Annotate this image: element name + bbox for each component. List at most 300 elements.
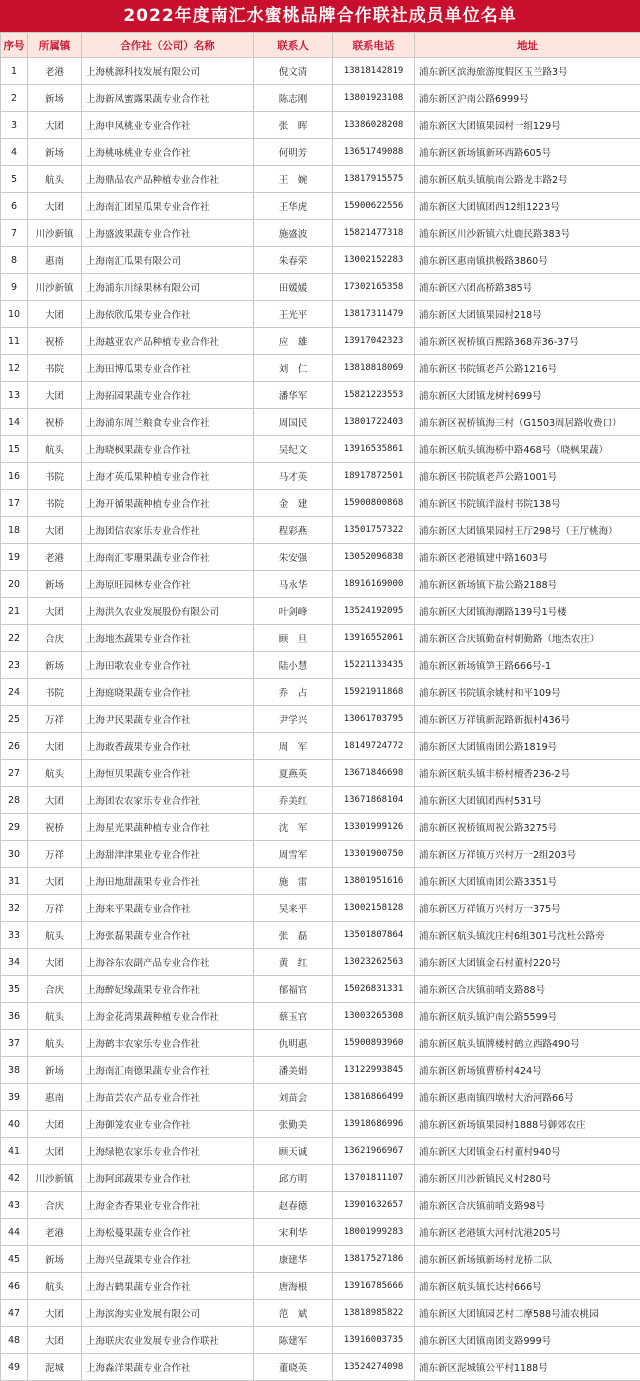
row-contact: 张 磊 (254, 922, 333, 949)
row-phone: 13916552061 (333, 625, 415, 652)
row-address: 浦东新区惠南镇四墩村大治河路66号 (415, 1084, 640, 1111)
header-contact: 联系人 (254, 33, 333, 58)
row-contact: 王华虎 (254, 193, 333, 220)
row-company-name: 上海庭晓果蔬专业合作社 (82, 679, 254, 706)
header-address: 地址 (415, 33, 640, 58)
row-address: 浦东新区万祥镇新泥路新振村436号 (415, 706, 640, 733)
row-address: 浦东新区大团镇南团公路1819号 (415, 733, 640, 760)
row-town: 大团 (28, 868, 82, 895)
row-phone: 13801923108 (333, 85, 415, 112)
row-phone: 13917042323 (333, 328, 415, 355)
row-company-name: 上海恒贝果蔬专业合作社 (82, 760, 254, 787)
row-phone: 13818985822 (333, 1300, 415, 1327)
row-phone: 15921911868 (333, 679, 415, 706)
row-town: 川沙新镇 (28, 1165, 82, 1192)
row-phone: 13524192095 (333, 598, 415, 625)
row-phone: 13002152283 (333, 247, 415, 274)
row-phone: 13817527186 (333, 1246, 415, 1273)
row-contact: 金 建 (254, 490, 333, 517)
row-phone: 15821223553 (333, 382, 415, 409)
row-address: 浦东新区滨海旅游度假区玉兰路3号 (415, 58, 640, 85)
row-town: 祝桥 (28, 328, 82, 355)
row-company-name: 上海甜津津果业专业合作社 (82, 841, 254, 868)
row-town: 航头 (28, 922, 82, 949)
row-phone: 13801951616 (333, 868, 415, 895)
row-town: 大团 (28, 301, 82, 328)
row-phone: 13023262563 (333, 949, 415, 976)
row-town: 新场 (28, 1246, 82, 1273)
table-row (1, 787, 640, 814)
row-contact: 倪文清 (254, 58, 333, 85)
row-number: 16 (1, 463, 28, 490)
row-phone: 15900893960 (333, 1030, 415, 1057)
row-address: 浦东新区新场镇笋王路666号-1 (415, 652, 640, 679)
row-company-name: 上海申凤桃业专业合作社 (82, 112, 254, 139)
row-address: 浦东新区新场镇新场村龙桥二队 (415, 1246, 640, 1273)
table-row (1, 112, 640, 139)
row-company-name: 上海阿邱蔬果专业合作社 (82, 1165, 254, 1192)
row-number: 48 (1, 1327, 28, 1354)
row-company-name: 上海地杰蔬果专业合作社 (82, 625, 254, 652)
row-town: 大团 (28, 193, 82, 220)
row-phone: 13651749088 (333, 139, 415, 166)
row-contact: 应 雄 (254, 328, 333, 355)
header-town: 所属镇 (28, 33, 82, 58)
row-address: 浦东新区老港镇建中路1603号 (415, 544, 640, 571)
row-number: 22 (1, 625, 28, 652)
row-address: 浦东新区老港镇大河村沈港205号 (415, 1219, 640, 1246)
row-contact: 郁福官 (254, 976, 333, 1003)
row-number: 32 (1, 895, 28, 922)
table-row (1, 139, 640, 166)
table-row (1, 490, 640, 517)
row-phone: 13524274098 (333, 1354, 415, 1381)
row-town: 老港 (28, 544, 82, 571)
table-row (1, 328, 640, 355)
row-number: 27 (1, 760, 28, 787)
row-company-name: 上海盛波果蔬专业合作社 (82, 220, 254, 247)
row-phone: 13817311479 (333, 301, 415, 328)
row-contact: 周 军 (254, 733, 333, 760)
row-number: 36 (1, 1003, 28, 1030)
row-company-name: 上海田地甜蔬果专业合作社 (82, 868, 254, 895)
row-number: 4 (1, 139, 28, 166)
row-number: 42 (1, 1165, 28, 1192)
row-number: 7 (1, 220, 28, 247)
row-address: 浦东新区航头镇长达村666号 (415, 1273, 640, 1300)
row-contact: 施 雷 (254, 868, 333, 895)
header-company: 合作社（公司）名称 (82, 33, 254, 58)
table-row (1, 409, 640, 436)
row-town: 航头 (28, 1003, 82, 1030)
table-row (1, 1165, 640, 1192)
row-phone: 13818818069 (333, 355, 415, 382)
row-address: 浦东新区大团镇园艺村二摩588号浦农桃园 (415, 1300, 640, 1327)
row-phone: 13901632657 (333, 1192, 415, 1219)
table-row (1, 85, 640, 112)
row-number: 37 (1, 1030, 28, 1057)
row-number: 39 (1, 1084, 28, 1111)
row-town: 航头 (28, 166, 82, 193)
row-town: 大团 (28, 1300, 82, 1327)
row-town: 合庆 (28, 1192, 82, 1219)
row-address: 浦东新区六团高桥路385号 (415, 274, 640, 301)
table-row (1, 1219, 640, 1246)
row-contact: 陈志刚 (254, 85, 333, 112)
row-address: 浦东新区新场镇下盐公路2188号 (415, 571, 640, 598)
row-company-name: 上海滨海实业发展有限公司 (82, 1300, 254, 1327)
row-number: 9 (1, 274, 28, 301)
table-row (1, 814, 640, 841)
row-contact: 王 婉 (254, 166, 333, 193)
row-number: 14 (1, 409, 28, 436)
row-company-name: 上海田歌农业专业合作社 (82, 652, 254, 679)
row-contact: 顾 旦 (254, 625, 333, 652)
row-contact: 潘华军 (254, 382, 333, 409)
row-town: 万祥 (28, 706, 82, 733)
row-address: 浦东新区大团镇海潮路139号1号楼 (415, 598, 640, 625)
row-company-name: 上海团农农家乐专业合作社 (82, 787, 254, 814)
table-row (1, 598, 640, 625)
row-address: 浦东新区大团镇金石村董村940号 (415, 1138, 640, 1165)
row-address: 浦东新区祝桥镇海三村（G1503周居路收费口） (415, 409, 640, 436)
row-phone: 15900800868 (333, 490, 415, 517)
table-row (1, 1246, 640, 1273)
table-row (1, 1084, 640, 1111)
row-number: 38 (1, 1057, 28, 1084)
row-address: 浦东新区航头镇航南公路龙丰路2号 (415, 166, 640, 193)
row-address: 浦东新区合庆镇前哨支路98号 (415, 1192, 640, 1219)
row-town: 川沙新镇 (28, 274, 82, 301)
row-contact: 黄 红 (254, 949, 333, 976)
row-contact: 刘苗会 (254, 1084, 333, 1111)
row-town: 航头 (28, 1030, 82, 1057)
row-company-name: 上海南汇团星瓜果专业合作社 (82, 193, 254, 220)
row-town: 书院 (28, 463, 82, 490)
row-phone: 13671846698 (333, 760, 415, 787)
row-contact: 何明芳 (254, 139, 333, 166)
table-row (1, 949, 640, 976)
table-row (1, 463, 640, 490)
row-address: 浦东新区航头镇海桥中路468号（晓枫果蔬） (415, 436, 640, 463)
table-row (1, 274, 640, 301)
row-town: 大团 (28, 1138, 82, 1165)
row-phone: 17302165358 (333, 274, 415, 301)
row-phone: 15221133435 (333, 652, 415, 679)
row-town: 大团 (28, 1111, 82, 1138)
row-phone: 13621966967 (333, 1138, 415, 1165)
row-number: 47 (1, 1300, 28, 1327)
row-number: 10 (1, 301, 28, 328)
table-row (1, 1273, 640, 1300)
table-row (1, 679, 640, 706)
row-company-name: 上海依欣瓜果专业合作社 (82, 301, 254, 328)
row-contact: 叶剑峰 (254, 598, 333, 625)
row-number: 1 (1, 58, 28, 85)
row-town: 老港 (28, 58, 82, 85)
row-number: 23 (1, 652, 28, 679)
row-company-name: 上海星光果蔬种植专业合作社 (82, 814, 254, 841)
row-company-name: 上海鹤丰农家乐专业合作社 (82, 1030, 254, 1057)
row-contact: 乔 占 (254, 679, 333, 706)
table-header-row (1, 33, 640, 58)
row-address: 浦东新区大团镇果园村一组129号 (415, 112, 640, 139)
row-town: 新场 (28, 1057, 82, 1084)
row-contact: 马才英 (254, 463, 333, 490)
row-address: 浦东新区航头镇丰桥村檀香236-2号 (415, 760, 640, 787)
row-number: 31 (1, 868, 28, 895)
row-contact: 刘 仁 (254, 355, 333, 382)
row-contact: 程彩燕 (254, 517, 333, 544)
table-row (1, 301, 640, 328)
row-company-name: 上海桃咏桃业专业合作社 (82, 139, 254, 166)
row-phone: 13122993845 (333, 1057, 415, 1084)
row-contact: 马永华 (254, 571, 333, 598)
row-contact: 吴来平 (254, 895, 333, 922)
row-town: 书院 (28, 355, 82, 382)
table-row (1, 544, 640, 571)
row-contact: 仇明惠 (254, 1030, 333, 1057)
row-contact: 蔡玉官 (254, 1003, 333, 1030)
row-contact: 田媛媛 (254, 274, 333, 301)
row-contact: 唐海根 (254, 1273, 333, 1300)
table-row (1, 58, 640, 85)
row-company-name: 上海拓园果蔬专业合作社 (82, 382, 254, 409)
row-company-name: 上海敢香蔬果专业合作社 (82, 733, 254, 760)
row-number: 25 (1, 706, 28, 733)
table-row (1, 652, 640, 679)
row-town: 万祥 (28, 841, 82, 868)
row-company-name: 上海金杏香果业专业合作社 (82, 1192, 254, 1219)
row-town: 大团 (28, 112, 82, 139)
row-company-name: 上海浦东川绿果林有限公司 (82, 274, 254, 301)
table-row (1, 1111, 640, 1138)
row-contact: 张 晖 (254, 112, 333, 139)
row-address: 浦东新区大团镇南团支路999号 (415, 1327, 640, 1354)
row-company-name: 上海谷东农副产品专业合作社 (82, 949, 254, 976)
table-row (1, 166, 640, 193)
table-row (1, 1030, 640, 1057)
table-body (1, 58, 640, 1381)
row-number: 15 (1, 436, 28, 463)
row-address: 浦东新区大团镇团西村531号 (415, 787, 640, 814)
row-address: 浦东新区泥城镇公平村1188号 (415, 1354, 640, 1381)
page-title: 2022年度南汇水蜜桃品牌合作联社成员单位名单 (0, 0, 640, 32)
row-phone: 13916785666 (333, 1273, 415, 1300)
table-row (1, 895, 640, 922)
row-phone: 13817915575 (333, 166, 415, 193)
row-town: 泥城 (28, 1354, 82, 1381)
row-company-name: 上海开循果蔬种植专业合作社 (82, 490, 254, 517)
row-phone: 15026831331 (333, 976, 415, 1003)
table-row (1, 571, 640, 598)
row-company-name: 上海兴皇蔬果专业合作社 (82, 1246, 254, 1273)
row-phone: 13918686996 (333, 1111, 415, 1138)
row-number: 19 (1, 544, 28, 571)
table-row (1, 841, 640, 868)
row-address: 浦东新区大团镇南团公路3351号 (415, 868, 640, 895)
table-row (1, 355, 640, 382)
row-phone: 13816866499 (333, 1084, 415, 1111)
table-row (1, 976, 640, 1003)
row-phone: 13003265308 (333, 1003, 415, 1030)
row-address: 浦东新区书院镇老芦公路1216号 (415, 355, 640, 382)
row-address: 浦东新区祝桥镇周祝公路3275号 (415, 814, 640, 841)
row-contact: 范 斌 (254, 1300, 333, 1327)
row-number: 43 (1, 1192, 28, 1219)
row-town: 惠南 (28, 1084, 82, 1111)
row-contact: 吴纪文 (254, 436, 333, 463)
row-address: 浦东新区祝桥镇百熙路368弄36-37号 (415, 328, 640, 355)
row-company-name: 上海原旺园林专业合作社 (82, 571, 254, 598)
row-phone: 18917872501 (333, 463, 415, 490)
header-phone: 联系电话 (333, 33, 415, 58)
row-address: 浦东新区合庆镇勤奋村朝勤路（地杰农庄） (415, 625, 640, 652)
row-company-name: 上海晓枫果蔬专业合作社 (82, 436, 254, 463)
table-row (1, 1138, 640, 1165)
row-contact: 王光平 (254, 301, 333, 328)
row-town: 新场 (28, 571, 82, 598)
row-number: 46 (1, 1273, 28, 1300)
row-address: 浦东新区沪南公路6999号 (415, 85, 640, 112)
row-contact: 沈 军 (254, 814, 333, 841)
table-row (1, 1327, 640, 1354)
row-town: 书院 (28, 679, 82, 706)
row-phone: 13801722403 (333, 409, 415, 436)
row-company-name: 上海苗芸农产品专业合作社 (82, 1084, 254, 1111)
row-company-name: 上海淼洋果蔬专业合作社 (82, 1354, 254, 1381)
table-row (1, 868, 640, 895)
row-company-name: 上海团信农家乐专业合作社 (82, 517, 254, 544)
row-address: 浦东新区万祥镇万兴村万一2组203号 (415, 841, 640, 868)
table-row (1, 517, 640, 544)
row-town: 大团 (28, 733, 82, 760)
row-phone: 13818142819 (333, 58, 415, 85)
row-contact: 尹学兴 (254, 706, 333, 733)
row-contact: 董晓英 (254, 1354, 333, 1381)
row-company-name: 上海醉妃缘蔬果专业合作社 (82, 976, 254, 1003)
row-contact: 乔美红 (254, 787, 333, 814)
row-number: 40 (1, 1111, 28, 1138)
row-company-name: 上海金花湾果蔬种植专业合作社 (82, 1003, 254, 1030)
row-address: 浦东新区新场镇曹桥村424号 (415, 1057, 640, 1084)
row-company-name: 上海鼎品农产品种植专业合作社 (82, 166, 254, 193)
table-row (1, 436, 640, 463)
row-address: 浦东新区大团镇团西12组1223号 (415, 193, 640, 220)
row-contact: 朱春荣 (254, 247, 333, 274)
table-row (1, 1354, 640, 1381)
row-number: 41 (1, 1138, 28, 1165)
row-phone: 15900622556 (333, 193, 415, 220)
row-company-name: 上海浦东周兰粮食专业合作社 (82, 409, 254, 436)
row-company-name: 上海松蔓果蔬专业合作社 (82, 1219, 254, 1246)
row-address: 浦东新区新场镇新环西路605号 (415, 139, 640, 166)
row-company-name: 上海绿艳农家乐专业合作社 (82, 1138, 254, 1165)
row-town: 新场 (28, 139, 82, 166)
row-number: 17 (1, 490, 28, 517)
row-town: 老港 (28, 1219, 82, 1246)
row-contact: 朱安强 (254, 544, 333, 571)
row-number: 44 (1, 1219, 28, 1246)
row-contact: 邱方明 (254, 1165, 333, 1192)
row-town: 大团 (28, 949, 82, 976)
row-phone: 18001999283 (333, 1219, 415, 1246)
table-row (1, 625, 640, 652)
row-phone: 13052096838 (333, 544, 415, 571)
row-number: 13 (1, 382, 28, 409)
table-row (1, 382, 640, 409)
row-phone: 13701811107 (333, 1165, 415, 1192)
row-town: 川沙新镇 (28, 220, 82, 247)
row-address: 浦东新区书院镇老芦公路1001号 (415, 463, 640, 490)
row-contact: 宋利华 (254, 1219, 333, 1246)
row-phone: 13386028208 (333, 112, 415, 139)
row-number: 30 (1, 841, 28, 868)
row-phone: 18149724772 (333, 733, 415, 760)
row-number: 29 (1, 814, 28, 841)
table-row (1, 1192, 640, 1219)
row-phone: 13002158128 (333, 895, 415, 922)
row-number: 35 (1, 976, 28, 1003)
row-contact: 赵春德 (254, 1192, 333, 1219)
row-company-name: 上海御笼农业专业合作社 (82, 1111, 254, 1138)
row-contact: 康建华 (254, 1246, 333, 1273)
row-number: 28 (1, 787, 28, 814)
table-row (1, 922, 640, 949)
row-town: 新场 (28, 85, 82, 112)
row-town: 合庆 (28, 976, 82, 1003)
row-company-name: 上海古鹤果蔬专业合作社 (82, 1273, 254, 1300)
row-address: 浦东新区合庆镇前哨支路88号 (415, 976, 640, 1003)
row-town: 大团 (28, 598, 82, 625)
table-row (1, 1003, 640, 1030)
row-address: 浦东新区川沙新镇民义村280号 (415, 1165, 640, 1192)
table-row (1, 193, 640, 220)
row-address: 浦东新区书院镇洋溢村书院138号 (415, 490, 640, 517)
row-phone: 13061703795 (333, 706, 415, 733)
row-company-name: 上海田博瓜果专业合作社 (82, 355, 254, 382)
row-phone: 13671868104 (333, 787, 415, 814)
row-address: 浦东新区书院镇余姚村和平109号 (415, 679, 640, 706)
row-town: 合庆 (28, 625, 82, 652)
row-contact: 陆小慧 (254, 652, 333, 679)
row-number: 24 (1, 679, 28, 706)
row-company-name: 上海联庆农业发展专业合作联社 (82, 1327, 254, 1354)
row-town: 祝桥 (28, 814, 82, 841)
table-row (1, 760, 640, 787)
row-address: 浦东新区航头镇沪南公路5599号 (415, 1003, 640, 1030)
row-address: 浦东新区航头镇沈庄村6组301号沈杜公路旁 (415, 922, 640, 949)
row-company-name: 上海才英瓜果种植专业合作社 (82, 463, 254, 490)
row-company-name: 上海来平果蔬专业合作社 (82, 895, 254, 922)
row-town: 大团 (28, 1327, 82, 1354)
row-address: 浦东新区惠南镇拱极路3860号 (415, 247, 640, 274)
row-address: 浦东新区川沙新镇六灶鹿民路383号 (415, 220, 640, 247)
row-number: 12 (1, 355, 28, 382)
row-address: 浦东新区大团镇果园村218号 (415, 301, 640, 328)
row-contact: 周国民 (254, 409, 333, 436)
header-no: 序号 (1, 33, 28, 58)
row-address: 浦东新区新场镇果园村1888号御郊农庄 (415, 1111, 640, 1138)
row-town: 航头 (28, 1273, 82, 1300)
row-number: 5 (1, 166, 28, 193)
row-phone: 13501757322 (333, 517, 415, 544)
row-company-name: 上海南汇零珊果蔬专业合作社 (82, 544, 254, 571)
row-company-name: 上海洪久农业发展股份有限公司 (82, 598, 254, 625)
row-number: 34 (1, 949, 28, 976)
row-town: 惠南 (28, 247, 82, 274)
table-row (1, 247, 640, 274)
